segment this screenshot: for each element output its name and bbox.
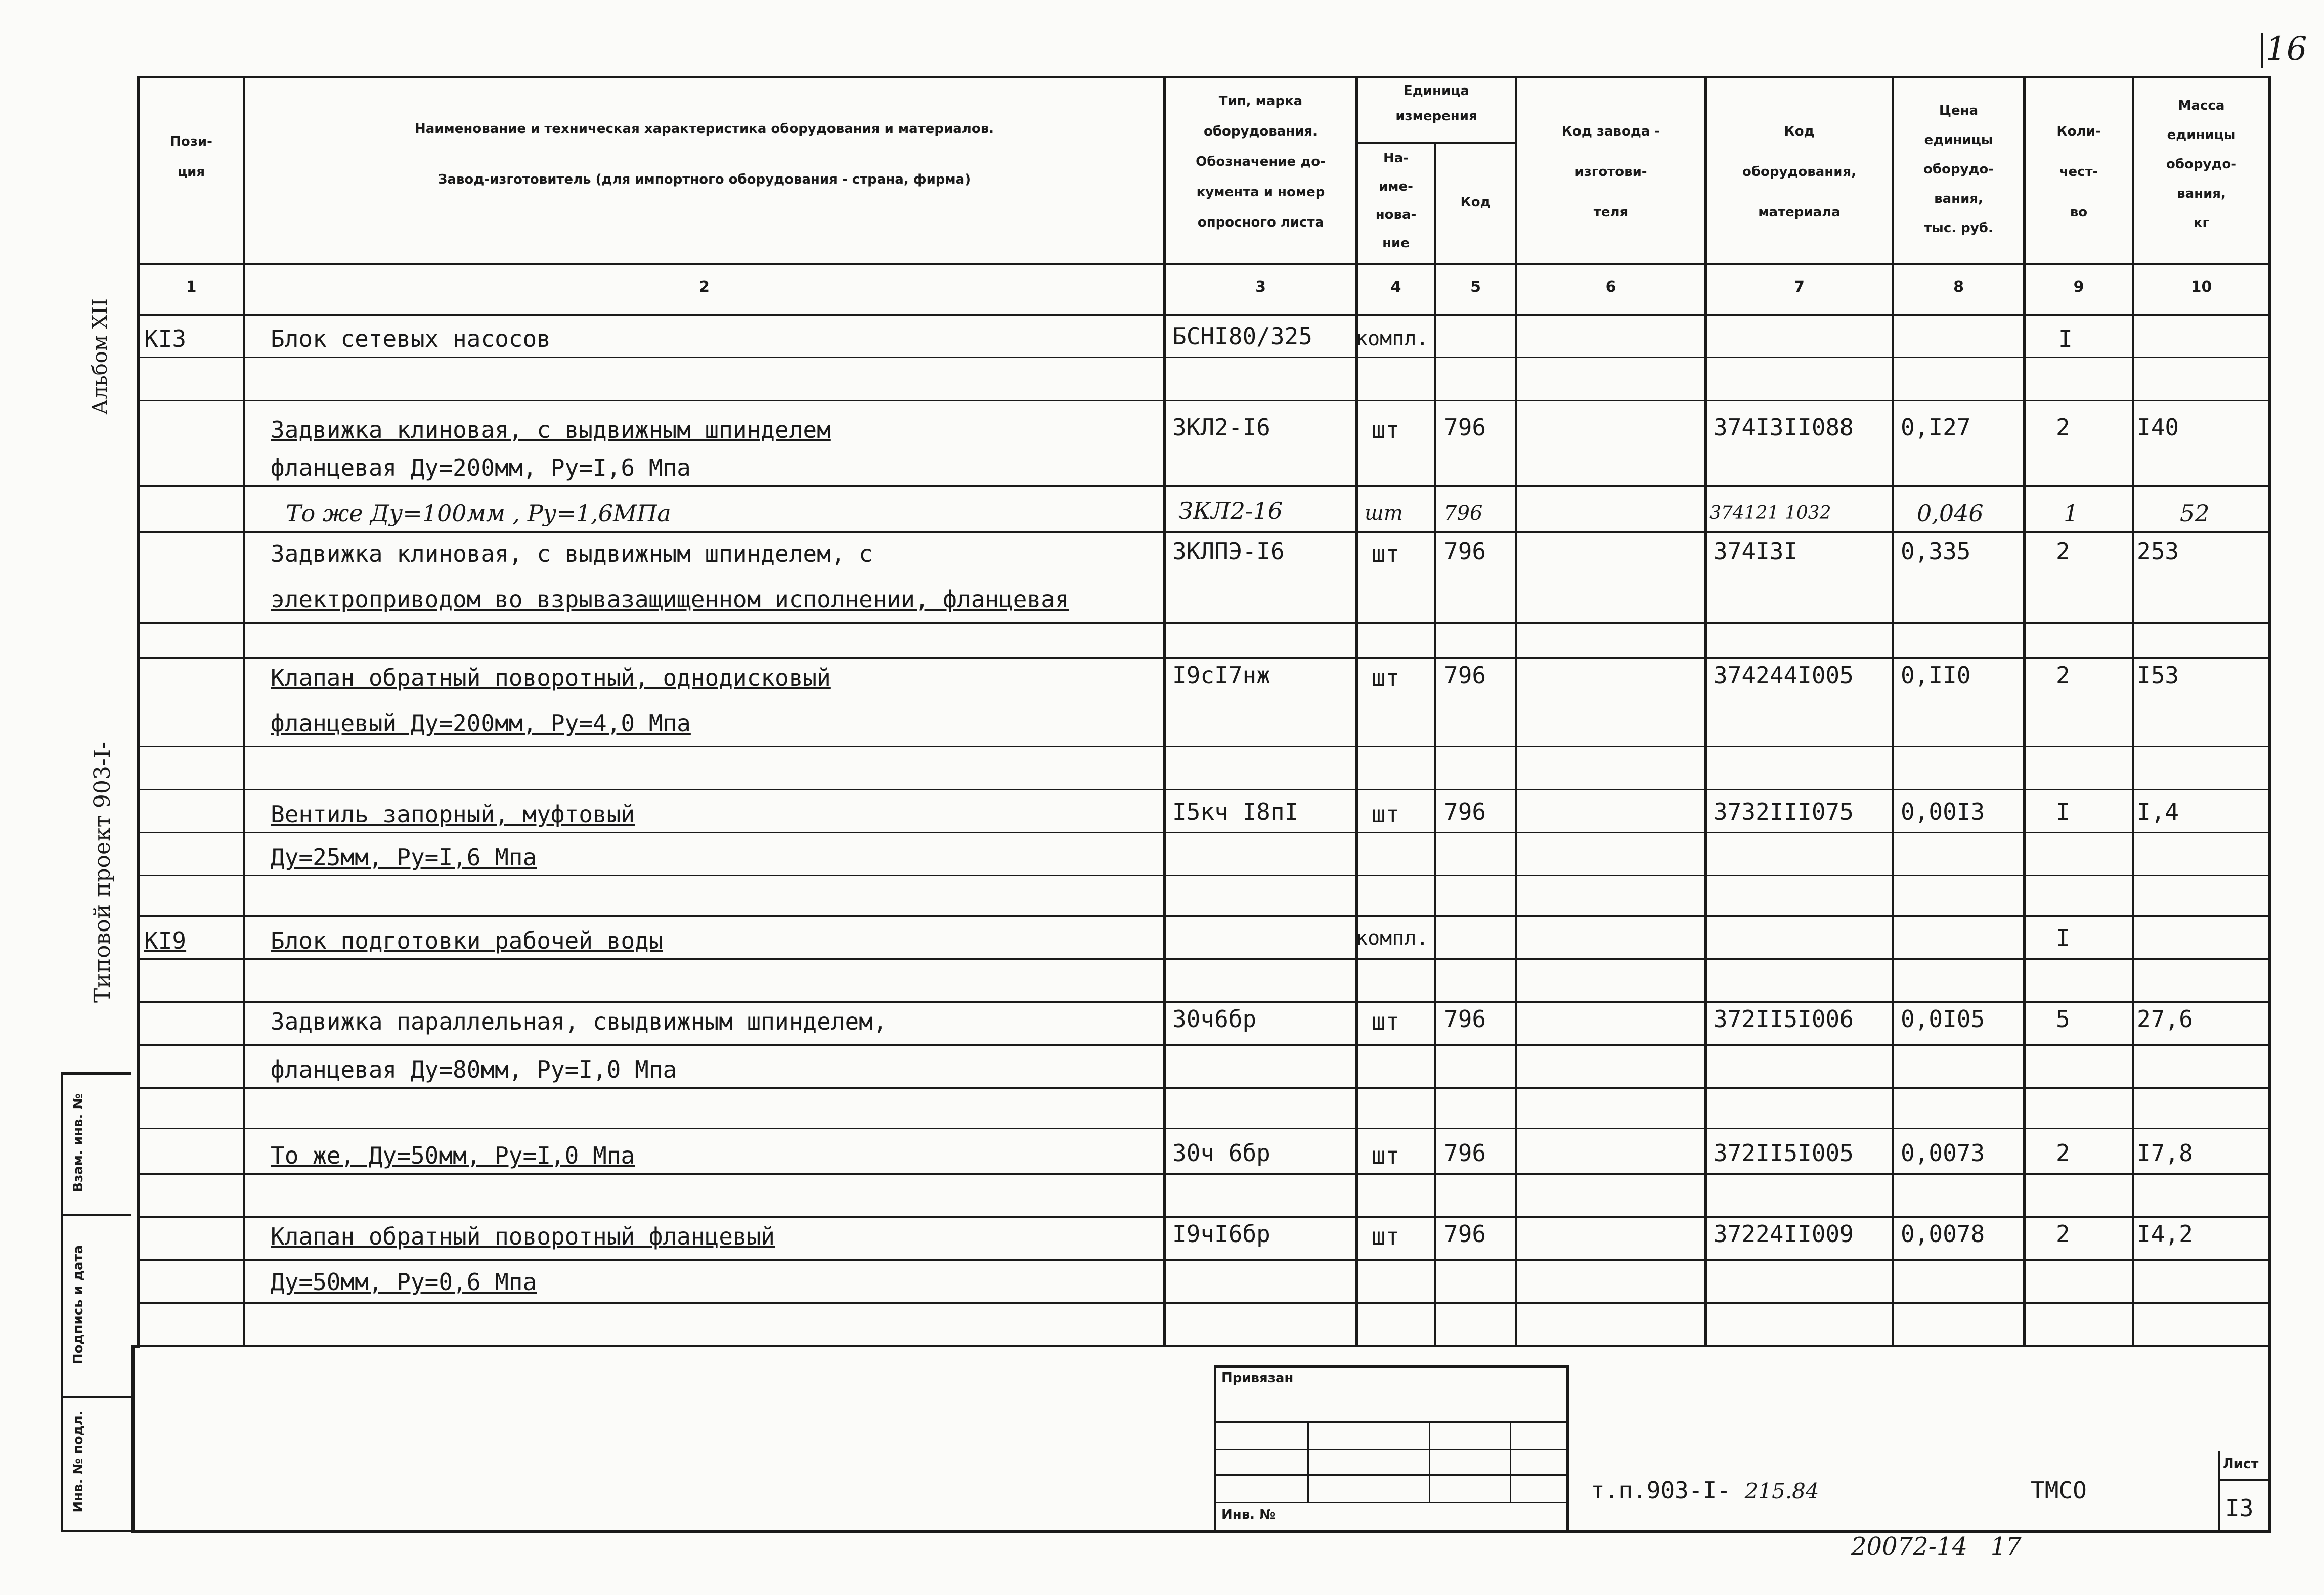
cell-equipment-code: 37224II009 (1714, 1220, 1854, 1248)
cell-name: Клапан обратный поворотный фланцевый (271, 1223, 775, 1250)
cell-price: 0,0073 (1901, 1139, 1985, 1167)
cell-name: Вентиль запорный, муфтовый (271, 801, 635, 828)
cell-position: КI9 (144, 927, 187, 954)
cell-code: 796 (1444, 1005, 1486, 1033)
cell-name: То же Ду=100мм , Ру=1,6МПа (286, 500, 671, 527)
cell-name: То же, Ду=50мм, Ру=I,0 Мпа (271, 1142, 635, 1169)
sheet-label: Лист (2223, 1456, 2259, 1472)
cell-mass: I7,8 (2137, 1139, 2193, 1167)
column-number: 8 (1953, 278, 1964, 296)
cell-type: 30ч 6бр (1172, 1139, 1270, 1167)
header-factory-code: Код завода - изготови- теля (1561, 124, 1660, 220)
side-label-project: Типовой проект 903-I- (90, 741, 115, 1003)
cell-mass: I40 (2137, 414, 2179, 441)
side-label-inv-podl: Инв. № подл. (71, 1410, 86, 1513)
cell-qty: I (2058, 325, 2073, 352)
cell-qty: I (2056, 924, 2070, 952)
document-code-printed: т.п.903-I- (1591, 1477, 1731, 1504)
cell-mass: 253 (2137, 538, 2179, 565)
cell-code: 796 (1444, 1220, 1486, 1248)
cell-name-continued: Ду=25мм, Ру=I,6 Мпа (271, 844, 537, 871)
cell-unit: шт (1372, 540, 1400, 567)
cell-price: 0,046 (1917, 500, 1984, 527)
cell-qty: 2 (2056, 1220, 2070, 1248)
cell-qty: 2 (2056, 414, 2070, 441)
header-unit-price: Цена единицы оборудо- вания, тыс. руб. (1923, 103, 1994, 236)
cell-unit: шт (1372, 1142, 1400, 1169)
cell-price: 0,0078 (1901, 1220, 1985, 1248)
header-position: Пози- ция (170, 134, 212, 180)
cell-name: Блок подготовки рабочей воды (271, 927, 663, 954)
cell-name-continued: электроприводом во взрывазащищенном исполнении, фланцевая (271, 586, 1069, 613)
cell-unit: шт (1372, 664, 1400, 691)
cell-qty: 2 (2056, 1139, 2070, 1167)
cell-unit: шт (1365, 502, 1403, 525)
sheet-number: I3 (2225, 1494, 2254, 1522)
cell-mass: I53 (2137, 661, 2179, 689)
cell-qty: 5 (2056, 1005, 2070, 1033)
cell-type: ЗКЛ2-16 (1178, 497, 1283, 524)
cell-equipment-code: 374I3I (1714, 538, 1798, 565)
cell-qty: 1 (2064, 500, 2079, 527)
side-label-podpis: Подпись и дата (71, 1245, 86, 1365)
column-number: 4 (1390, 278, 1401, 296)
cell-mass: I4,2 (2137, 1220, 2193, 1248)
column-number: 9 (2073, 278, 2084, 296)
cell-type: I5кч I8пI (1172, 798, 1299, 825)
column-number: 2 (699, 278, 710, 296)
cell-unit: шт (1372, 416, 1400, 444)
cell-qty: 2 (2056, 661, 2070, 689)
cell-equipment-code: 3732III075 (1714, 798, 1854, 825)
stamp-privyazan-label: Привязан (1221, 1370, 1294, 1386)
cell-code: 796 (1444, 798, 1486, 825)
page-number: 16 (2266, 30, 2307, 68)
cell-mass: 52 (2180, 500, 2210, 527)
cell-name-continued: фланцевая Ду=80мм, Ру=I,0 Мпа (271, 1056, 677, 1083)
column-number: 7 (1794, 278, 1805, 296)
cell-unit: компл. (1355, 327, 1429, 350)
footer-handwritten-number: 20072-14 17 (1851, 1532, 2022, 1561)
cell-code: 796 (1444, 502, 1483, 525)
column-number: 6 (1605, 278, 1616, 296)
cell-price: 0,335 (1901, 538, 1971, 565)
cell-price: 0,0I05 (1901, 1005, 1985, 1033)
header-unit-group: Единица измерения (1395, 83, 1477, 124)
header-unit-code: Код (1460, 195, 1491, 210)
side-label-album: Альбом XII (89, 298, 112, 415)
header-equipment-code: Код оборудования, материала (1742, 124, 1857, 220)
cell-price: 0,I27 (1901, 414, 1971, 441)
cell-name: Задвижка параллельная, свыдвижным шпинделем, (271, 1008, 887, 1035)
column-number: 10 (2190, 278, 2212, 296)
stamp-tmso: ТМСО (2031, 1477, 2087, 1504)
cell-type: ЗКЛ2-I6 (1172, 414, 1270, 441)
header-type: Тип, марка оборудования. Обозначение до- кумента и номер опросного листа (1196, 94, 1326, 230)
cell-name: Задвижка клиновая, с выдвижным шпинделем, с (271, 540, 873, 567)
column-number: 1 (186, 278, 197, 296)
cell-type: I9cI7нж (1172, 661, 1270, 689)
cell-name: Задвижка клиновая, с выдвижным шпинделем (271, 416, 831, 444)
cell-type: 30ч6бр (1172, 1005, 1257, 1033)
cell-equipment-code: 372II5I006 (1714, 1005, 1854, 1033)
header-unit-name: На- име- нова- ние (1375, 151, 1417, 251)
cell-unit: шт (1372, 1008, 1400, 1035)
document-code-handwritten: 215.84 (1744, 1479, 1819, 1503)
cell-name: Клапан обратный поворотный, однодисковый (271, 664, 831, 691)
header-unit-mass: Масса единицы оборудо- вания, кг (2166, 98, 2237, 231)
cell-code: 796 (1444, 661, 1486, 689)
cell-price: 0,00I3 (1901, 798, 1985, 825)
cell-code: 796 (1444, 414, 1486, 441)
cell-name: Блок сетевых насосов (271, 325, 551, 352)
cell-mass: 27,6 (2137, 1005, 2193, 1033)
cell-price: 0,II0 (1901, 661, 1971, 689)
cell-equipment-code: 374121 1032 (1709, 503, 1831, 523)
cell-name-continued: Ду=50мм, Ру=0,6 Мпа (271, 1268, 537, 1296)
cell-equipment-code: 372II5I005 (1714, 1139, 1854, 1167)
cell-unit: компл. (1355, 926, 1429, 950)
cell-qty: 2 (2056, 538, 2070, 565)
document-code (1591, 1477, 1819, 1504)
cell-mass: I,4 (2137, 798, 2179, 825)
header-name-line1: Наименование и техническая характеристика оборудования и материалов. (414, 121, 994, 137)
cell-position: КI3 (144, 325, 187, 352)
cell-type: ЗКЛПЭ-I6 (1172, 538, 1285, 565)
cell-name-continued: фланцевый Ду=200мм, Ру=4,0 Мпа (271, 710, 691, 737)
cell-type: БСНI80/325 (1172, 323, 1312, 350)
column-number: 3 (1255, 278, 1266, 296)
column-number: 5 (1470, 278, 1481, 296)
cell-code: 796 (1444, 538, 1486, 565)
cell-qty: I (2056, 798, 2070, 825)
cell-equipment-code: 374I3II088 (1714, 414, 1854, 441)
cell-equipment-code: 374244I005 (1714, 661, 1854, 689)
cell-unit: шт (1372, 801, 1400, 828)
stamp-inv-label: Инв. № (1221, 1507, 1276, 1522)
cell-name-continued: фланцевая Ду=200мм, Ру=I,6 Мпа (271, 454, 691, 481)
header-quantity: Коли- чест- во (2056, 124, 2101, 220)
cell-unit: шт (1372, 1223, 1400, 1250)
cell-code: 796 (1444, 1139, 1486, 1167)
header-name-line2: Завод-изготовитель (для импортного оборудования - страна, фирма) (437, 172, 971, 187)
side-label-vzam: Взам. инв. № (71, 1093, 86, 1192)
cell-type: I9чI6бр (1172, 1220, 1270, 1248)
